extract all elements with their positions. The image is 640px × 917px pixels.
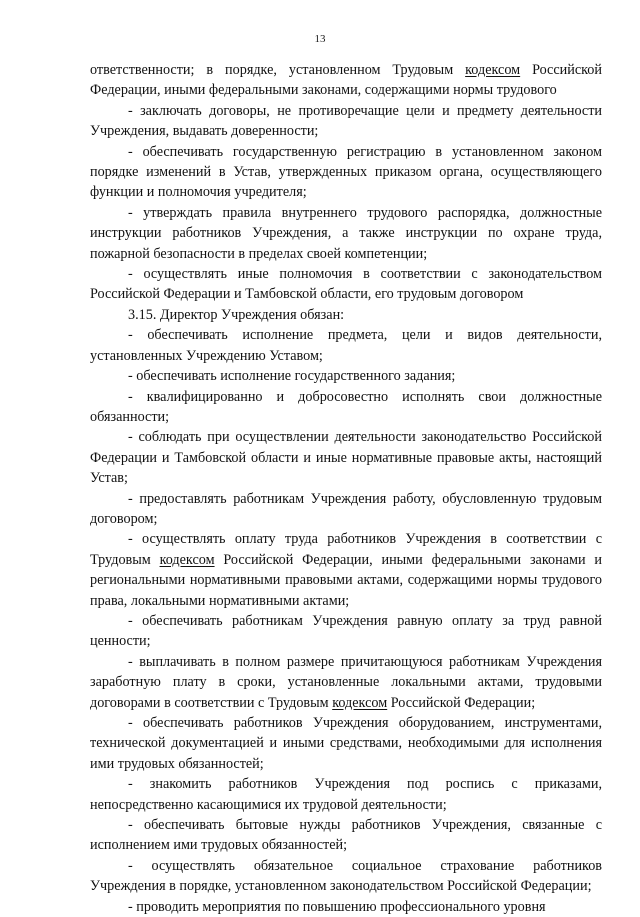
paragraph xyxy=(90,366,602,386)
text-run: - обеспечивать работникам Учреждения равную оплату за труд равной ценности; xyxy=(90,612,602,650)
text-run: - осуществлять оплату труда работников Учреждения в соответствии с Трудовым xyxy=(90,531,602,568)
text-run: 3.15. Директор Учреждения обязан: xyxy=(128,306,345,323)
text-run: - заключать договоры, не противоречащие цели и предмету деятельности Учреждения, выдавать доверенности; xyxy=(90,102,602,140)
paragraph xyxy=(90,774,602,815)
text-run: - обеспечивать работников Учреждения оборудованием, инструментами, технической документацией и иными средствами, необходимыми для исполнения ими трудовых обязанностей; xyxy=(90,715,602,772)
text-run: - обеспечивать бытовые нужды работников Учреждения, связанные с исполнением ими трудовых обязанностей; xyxy=(90,817,602,854)
paragraph xyxy=(90,713,602,774)
paragraph xyxy=(90,652,602,713)
text-run: - обеспечивать государственную регистрацию в установленном законом порядке изменений в Устав, утвержденных приказом органа, осуществляющего функции и полномочия учредителя; xyxy=(90,143,602,201)
paragraph xyxy=(90,264,602,305)
text-run: - квалифицированно и добросовестно исполнять свои должностные обязанности; xyxy=(90,388,602,425)
paragraph xyxy=(90,611,602,652)
underlined-term: кодексом xyxy=(465,62,521,78)
paragraph xyxy=(90,203,602,264)
page-number: 13 xyxy=(314,33,326,45)
text-run: - обеспечивать исполнение государственного задания; xyxy=(128,368,456,385)
paragraph xyxy=(90,305,602,325)
text-run: - соблюдать при осуществлении деятельности законодательство Российской Федерации и Тамбовской области и иные нормативные правовые акты, настоящий Устав; xyxy=(90,429,602,487)
text-run: - проводить мероприятия по повышению профессионального уровня xyxy=(128,898,546,915)
text-run: - осуществлять иные полномочия в соответствии с законодательством Российской Федерации и Тамбовской области, его трудовым договором xyxy=(90,266,602,303)
paragraph xyxy=(90,815,602,856)
text-run: Российской Федерации, иными федеральными законами и региональными нормативными правовыми актами, содержащими нормы трудового права, локальными нормативными актами; xyxy=(90,551,602,609)
paragraph xyxy=(90,489,602,530)
text-run: - утверждать правила внутреннего трудового распорядка, должностные инструкции работников Учреждения, а также инструкции по охране труда, пожарной безопасности в пределах своей компетенции; xyxy=(90,204,602,262)
paragraph xyxy=(90,856,602,897)
paragraph xyxy=(90,101,602,142)
paragraph xyxy=(90,142,602,203)
paragraph xyxy=(90,427,602,488)
text-run: - предоставлять работникам Учреждения работу, обусловленную трудовым договором; xyxy=(90,490,602,527)
paragraph xyxy=(90,325,602,366)
text-run: Российской Федерации, иными федеральными законами, содержащими нормы трудового xyxy=(90,62,602,99)
text-run: ответственности; в порядке, установленном Трудовым xyxy=(90,62,466,78)
text-run: Российской Федерации; xyxy=(387,694,536,711)
text-run: - выплачивать в полном размере причитающуюся работникам Учреждения заработную плату в сроки, установленные локальными актами, трудовыми договорами в соответствии с Трудовым xyxy=(90,653,602,711)
underlined-term: кодексом xyxy=(159,551,215,568)
text-run: - знакомить работников Учреждения под роспись с приказами, непосредственно касающимися их трудовой деятельности; xyxy=(90,776,602,813)
paragraph xyxy=(90,60,602,101)
document-body xyxy=(90,60,602,917)
paragraph xyxy=(90,897,602,917)
text-run: - обеспечивать исполнение предмета, цели и видов деятельности, установленных Учреждению Уставом; xyxy=(90,327,602,364)
paragraph xyxy=(90,529,602,611)
paragraph xyxy=(90,387,602,428)
text-run: - осуществлять обязательное социальное страхование работников Учреждения в порядке, установленном законодательством Российской Федерации; xyxy=(90,857,602,895)
underlined-term: кодексом xyxy=(332,694,388,711)
